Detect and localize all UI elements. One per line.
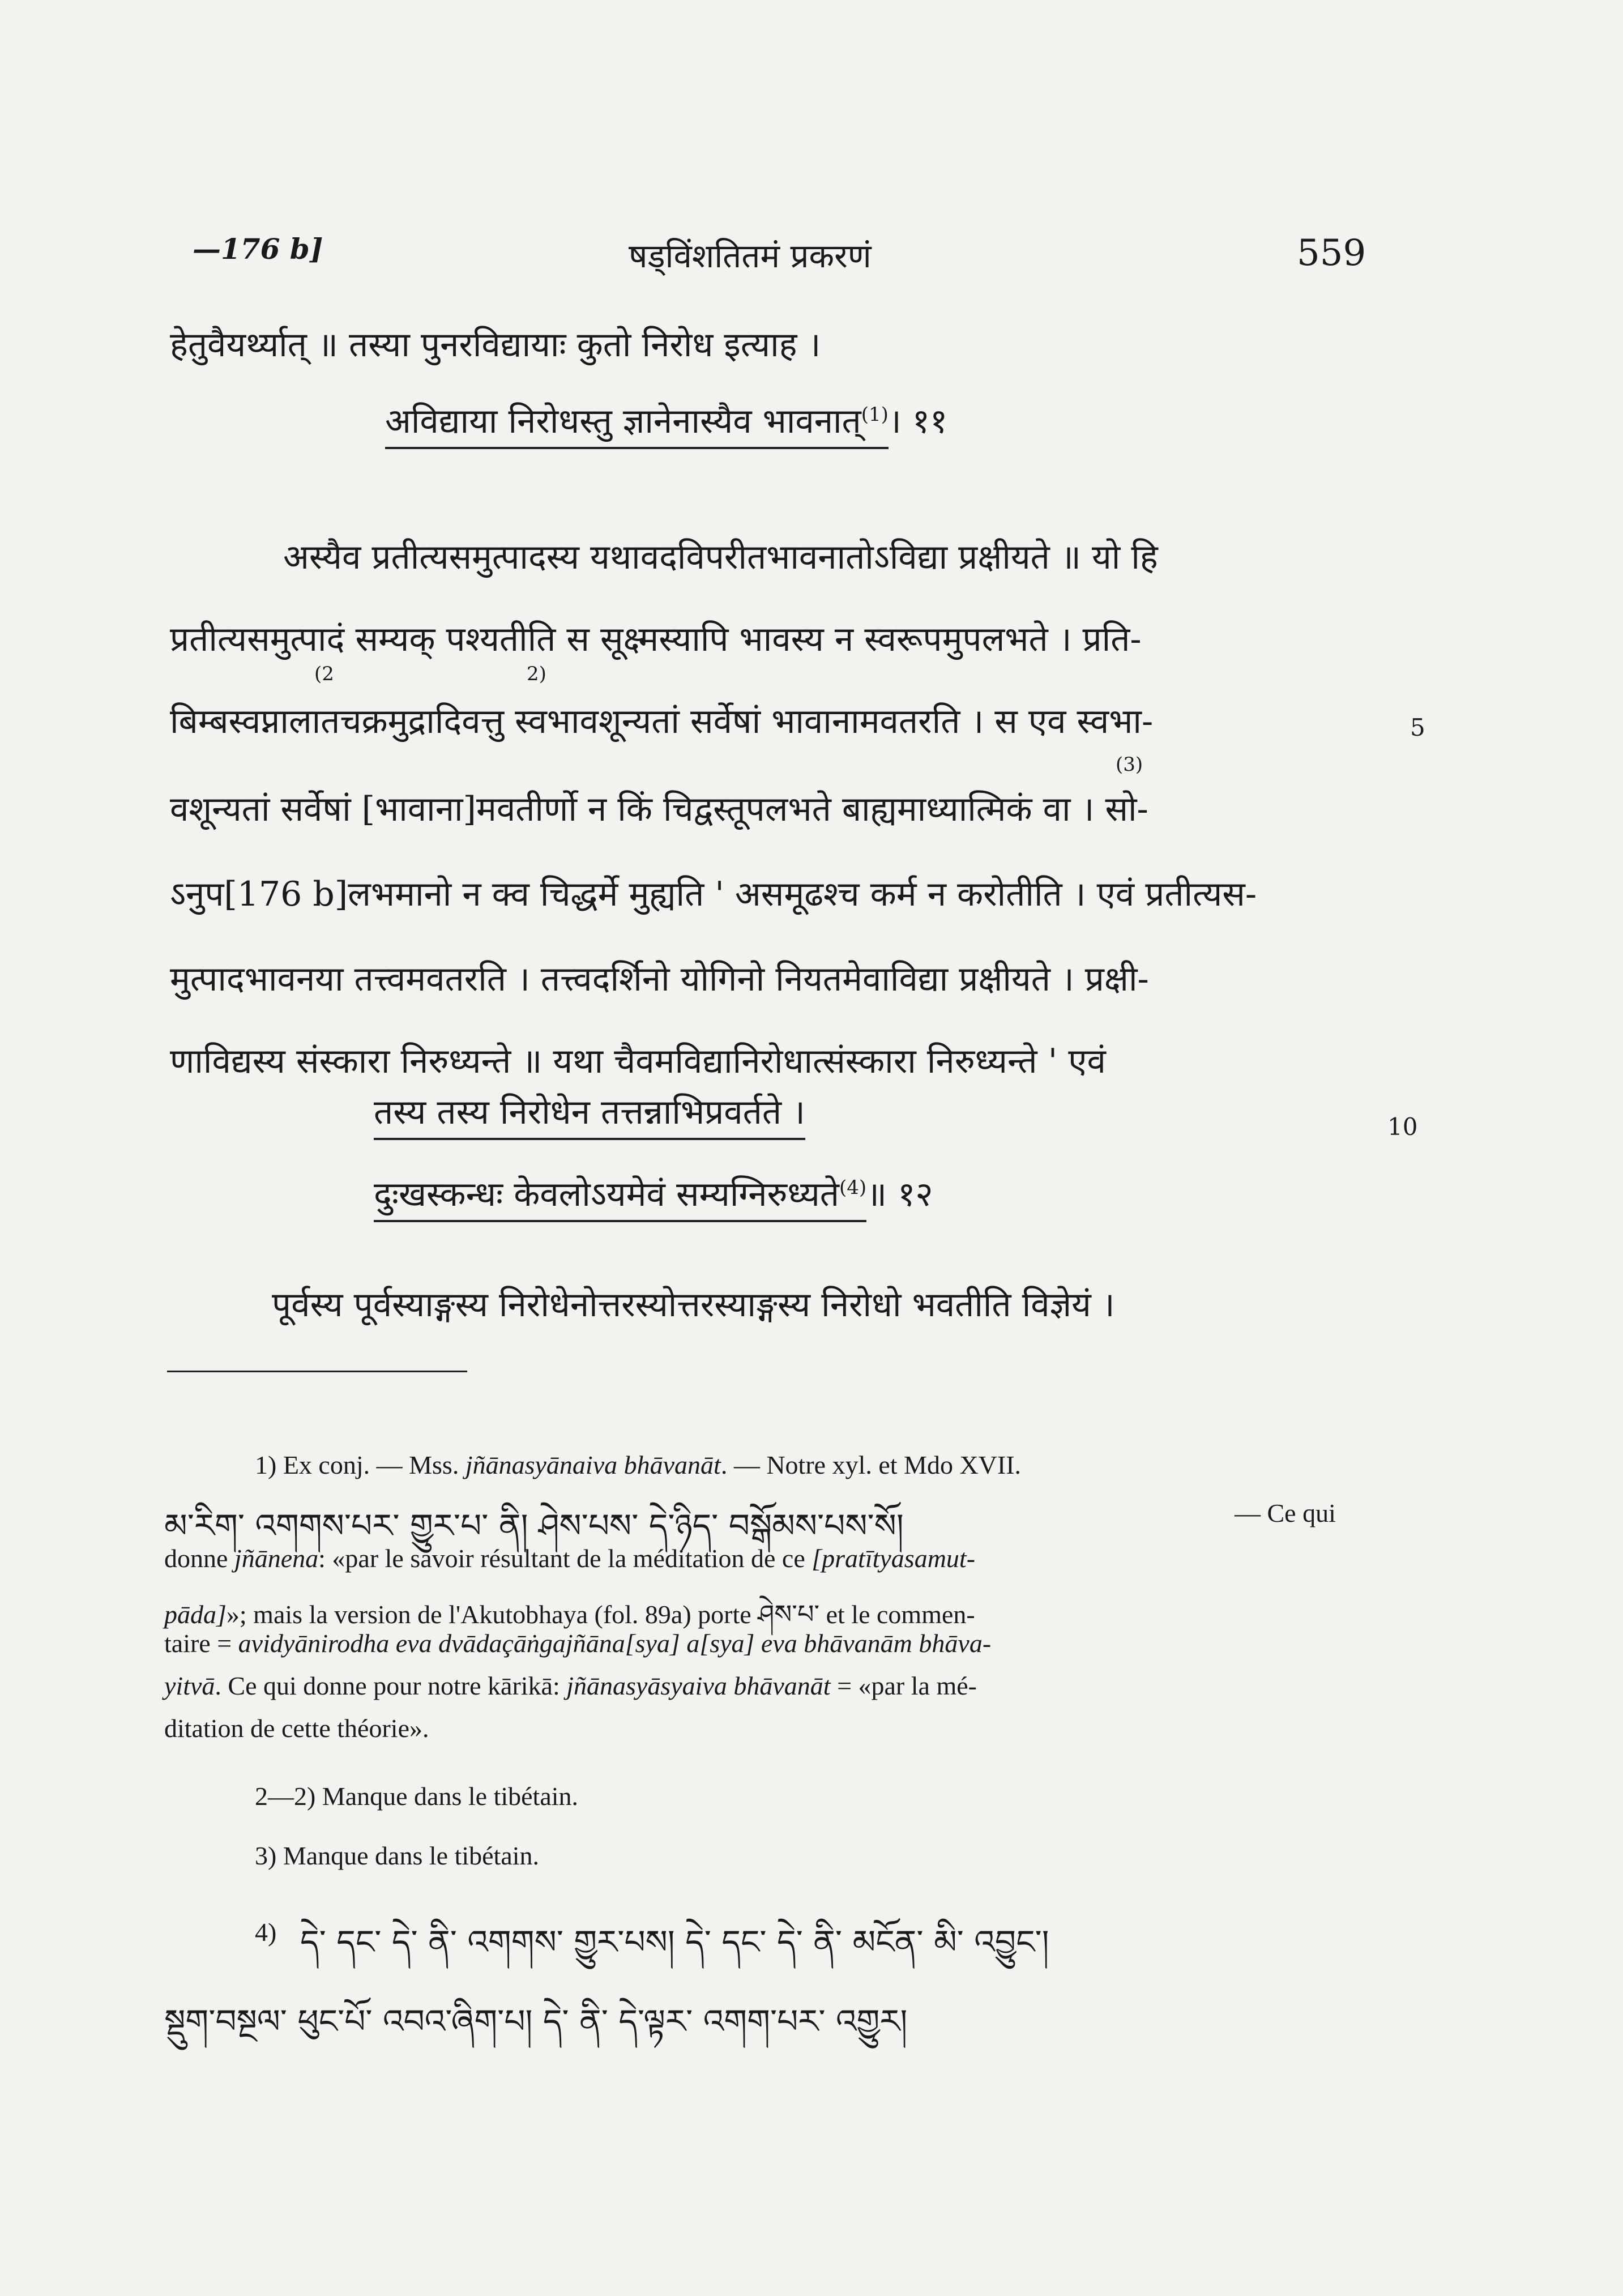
karika-11 [385,396,947,443]
text-line-p5: ऽनुप[176 b]लभमानो न क्व चिद्धर्मे मुह्यति ' असमूढश्च कर्म न करोतीति । एवं प्रतीत्यस- [170,874,1257,914]
footnote-2: 2—2) Manque dans le tibétain. [255,1782,579,1811]
karika-11-number: । ११ [888,402,948,441]
karika-12a: तस्य तस्य निरोधेन तत्तन्नाभिप्रवर्तते । [374,1087,805,1134]
footnote-ref-2b: 2) [527,663,546,685]
text-line-p3: बिम्बस्वप्नालातचक्रमुद्रादिवत्तु स्वभावशून्यतां सर्वेषां भावानामवतरति । स एव स्वभा- [170,702,1154,741]
karika-12-number: ॥ १२ [866,1175,933,1214]
karika-12b [374,1170,933,1216]
footnote-ref-2a: (2 [314,663,334,685]
text-line-p2: प्रतीत्यसमुत्पादं सम्यक् पश्यतीति स सूक्ष्मस्यापि भावस्य न स्वरूपमुपलभते । प्रति- [170,620,1142,659]
footnote-1-tibetan: མ་རིག་ འགགས་པར་ གྱུར་པ་ ནི། ཤེས་པས་ དེ་ཉིད་ བསྒོམས་པས་སོ། [164,1507,904,1545]
text-line-1: हेतुवैयर्थ्यात् ॥ तस्या पुनरविद्यायाः कुतो निरोध इत्याह । [170,325,821,365]
footnote-ref-3: (3) [1116,753,1143,776]
line-number-5: 5 [1410,714,1425,741]
header-left-ref: —176 b] [193,232,323,266]
karika-11-text: अविद्याया निरोधस्तु ज्ञानेनास्यैव भावनात्$^{(1)}$ [385,402,889,449]
footnote-4-tibetan-1: དེ་ དང་ དེ་ ནི་ འགགས་ གྱུར་པས། དེ་ དང་ དེ་ ནི་ མངོན་ མི་ འབྱུང་། [300,1923,1049,1961]
footnote-1-line-6: yitvā. Ce qui donne pour notre kārikā: jñānasyāsyaiva bhāvanāt = «par la mé- [164,1671,977,1700]
footnote-1-line-3: donne jñānena: «par le savoir résultant de la méditation de ce [pratītyasamut- [164,1544,976,1573]
header-title: षड्विंशतितमं प्रकरणं [629,237,872,275]
footnote-1-line-4: pāda]»; mais la version de l'Akutobhaya (fol. 89a) porte ཤེས་པ་ et le commen- [164,1600,975,1629]
footnote-3: 3) Manque dans le tibétain. [255,1841,540,1870]
footnote-4-tibetan-2: སྡུག་བསྔལ་ ཕུང་པོ་ འབའ་ཞིག་པ། དེ་ ནི་ དེ་ལྟར་ འགག་པར་ འགྱུར། [164,2002,908,2041]
text-line-p8: पूर्वस्य पूर्वस्याङ्गस्य निरोधेनोत्तरस्योत्तरस्याङ्गस्य निरोधो भवतीति विज्ञेयं । [272,1285,1115,1325]
page-number: 559 [1297,232,1366,274]
footnote-1-line-1: 1) Ex conj. — Mss. jñānasyānaiva bhāvanāt. — Notre xyl. et Mdo XVII. [255,1450,1022,1479]
footnote-1-line-5: taire = avidyānirodha eva dvādaçāṅgajñāna[sya] a[sya] eva bhāvanām bhāva- [164,1629,992,1658]
footnote-rule [167,1371,467,1372]
text-line-p1: अस्यैव प्रतीत्यसमुत्पादस्य यथावदविपरीतभावनातोऽविद्या प्रक्षीयते ॥ यो हि [283,537,1158,577]
text-line-p7: णाविद्यस्य संस्कारा निरुध्यन्ते ॥ यथा चैवमविद्यानिरोधात्संस्कारा निरुध्यन्ते ' एवं [170,1042,1106,1081]
footnote-1-line-7: ditation de cette théorie». [164,1714,429,1743]
text-line-p4: वशून्यतां सर्वेषां [भावाना]मवतीर्णो न किं चिद्वस्तूपलभते बाह्यमाध्यात्मिकं वा । सो- [170,789,1148,829]
text-line-p6: मुत्पादभावनया तत्त्वमवतरति । तत्त्वदर्शिनो योगिनो नियतमेवाविद्या प्रक्षीयते । प्रक्षी- [170,959,1149,999]
karika-12b-text: दुःखस्कन्धः केवलोऽयमेवं सम्यग्निरुध्यते$^{(4)}$ [374,1175,866,1222]
footnote-1-line-2-tail: — Ce qui [1235,1499,1336,1527]
footnote-4-number: 4) [255,1918,277,1947]
line-number-10: 10 [1387,1113,1418,1141]
footnote-1-inline-tibetan: ཤེས་པ་ [758,1600,820,1629]
